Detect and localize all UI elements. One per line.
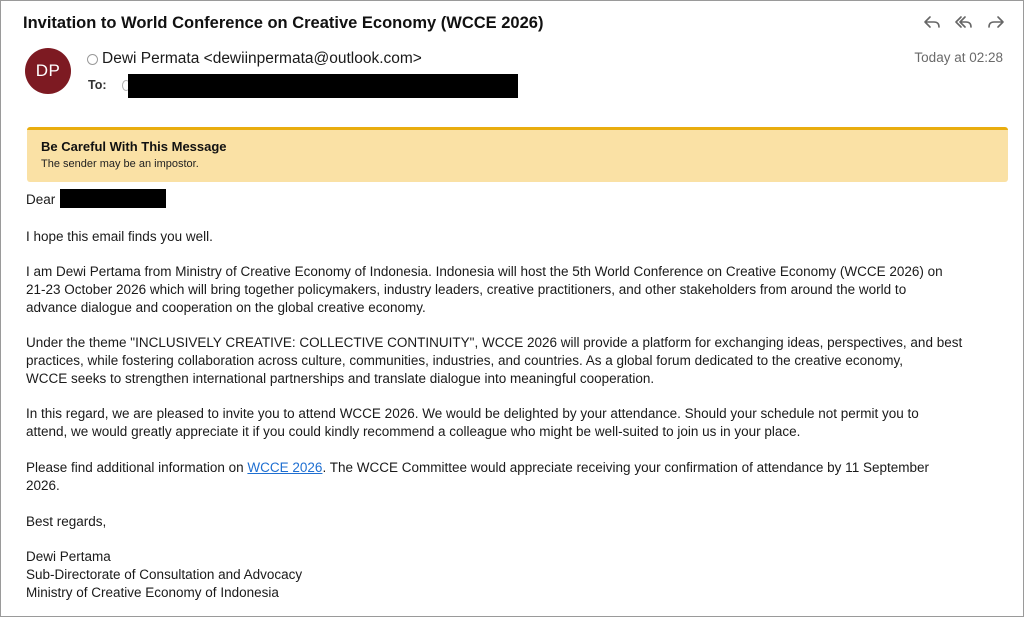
paragraph-5 — [26, 459, 1006, 495]
signature-org: Ministry of Creative Economy of Indonesia — [26, 585, 279, 600]
greeting: Dear — [26, 192, 56, 207]
paragraph-2-line-2: 21-23 October 2026 which will bring together policymakers, industry leaders, creative practitioners, and other stakeholders from around the world to — [26, 282, 907, 297]
redacted-name — [60, 189, 166, 208]
warning-title: Be Careful With This Message — [41, 139, 227, 154]
closing: Best regards, — [26, 514, 107, 529]
reply-all-icon[interactable] — [955, 13, 973, 31]
paragraph-4-line-1: In this regard, we are pleased to invite you to attend WCCE 2026. We would be delighted by your attendance. Should your schedule not permit you to — [26, 406, 919, 421]
message-actions — [923, 13, 1005, 31]
paragraph-3-line-1: Under the theme "INCLUSIVELY CREATIVE: COLLECTIVE CONTINUITY", WCCE 2026 will provide a platform for exchanging ideas, perspectives, and best — [26, 335, 963, 350]
avatar: DP — [25, 48, 71, 94]
paragraph-5-text-after: . The WCCE Committee would appreciate receiving your confirmation of attendance by 11 September — [322, 460, 929, 475]
sender-address[interactable]: Dewi Permata <dewiinpermata@outlook.com> — [102, 50, 422, 67]
reply-icon[interactable] — [923, 13, 941, 31]
to-label: To: — [88, 78, 107, 92]
signature-name: Dewi Pertama — [26, 549, 111, 564]
paragraph-5-line-2: 2026. — [26, 478, 60, 493]
forward-icon[interactable] — [987, 13, 1005, 31]
paragraph-2-line-1: I am Dewi Pertama from Ministry of Creative Economy of Indonesia. Indonesia will host the 5th World Conference on Creative Economy (WCCE 2026) on — [26, 264, 943, 279]
sender-line — [87, 50, 422, 68]
paragraph-1: I hope this email finds you well. — [26, 229, 213, 244]
status-circle-icon — [87, 54, 98, 65]
paragraph-4-line-2: attend, we would greatly appreciate it if you could kindly recommend a colleague who might be well-suited to join us in your place. — [26, 424, 801, 439]
paragraph-3-line-2: practices, while fostering collaboration across culture, communities, industries, and countries. As a global forum dedicated to the creative economy, — [26, 353, 903, 368]
paragraph-3 — [26, 334, 1006, 388]
paragraph-2-line-3: advance dialogue and cooperation on the global creative economy. — [26, 300, 426, 315]
warning-banner — [27, 127, 1008, 182]
redacted-recipient — [128, 74, 518, 98]
timestamp: Today at 02:28 — [914, 50, 1003, 65]
paragraph-5-text-before: Please find additional information on — [26, 460, 248, 475]
paragraph-5-line-1 — [26, 459, 1006, 477]
warning-text: The sender may be an impostor. — [41, 158, 199, 170]
wcce-link[interactable]: WCCE 2026 — [247, 460, 323, 475]
signature-title: Sub-Directorate of Consultation and Advocacy — [26, 567, 303, 582]
email-subject: Invitation to World Conference on Creative Economy (WCCE 2026) — [23, 14, 544, 32]
signature — [26, 548, 1006, 602]
to-line — [88, 78, 130, 92]
paragraph-2 — [26, 263, 1006, 317]
paragraph-4 — [26, 405, 1006, 441]
paragraph-3-line-3: WCCE seeks to strengthen international partnerships and translate dialogue into meaningful cooperation. — [26, 371, 655, 386]
